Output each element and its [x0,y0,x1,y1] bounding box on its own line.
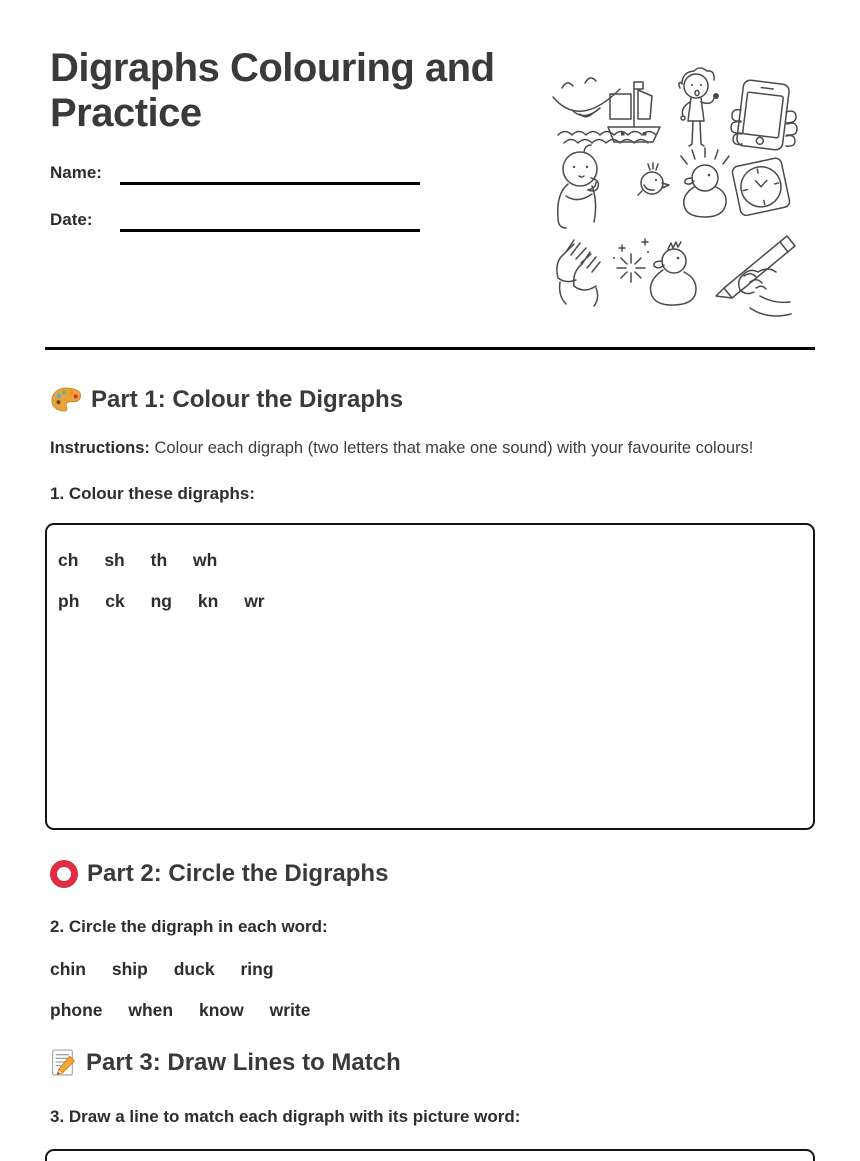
instructions-label: Instructions: [50,438,150,457]
digraph-th[interactable]: th [150,549,168,570]
section-divider [45,347,815,350]
word-know[interactable]: know [198,999,244,1020]
word-chin[interactable]: chin [50,958,86,979]
digraph-row-1 [58,549,802,571]
digraph-ng[interactable]: ng [150,590,172,611]
word-phone[interactable]: phone [50,999,103,1020]
word-write[interactable]: write [269,999,311,1020]
sparkle-burst-icon [613,239,649,282]
memo-pencil-icon [50,1048,77,1078]
part2-heading [50,860,810,888]
duck-with-rays-icon [681,148,729,217]
word-ship[interactable]: ship [111,958,148,979]
tilted-clock-icon [731,157,790,216]
thinking-child-icon [558,145,599,228]
hand-holding-phone-icon [731,79,797,150]
name-input-line[interactable] [120,182,420,185]
date-input-line[interactable] [120,229,420,232]
name-label: Name: [50,162,102,182]
part1-heading-label: Part 1: Colour the Digraphs [91,385,404,413]
word-row-1 [50,958,810,980]
part1-heading [50,386,810,414]
instructions-text: Colour each digraph (two letters that make one sound) with your favourite colours! [149,438,754,457]
word-when[interactable]: when [128,999,174,1020]
digraph-sh[interactable]: sh [104,549,125,570]
part2-prompt: 2. Circle the digraph in each word: [50,916,328,936]
word-row-2 [50,999,810,1021]
clapping-hands-icon [557,240,600,306]
digraph-ck[interactable]: ck [105,590,125,611]
hollow-red-circle-icon [50,860,78,888]
digraph-kn[interactable]: kn [197,590,219,611]
part2-heading-label: Part 2: Circle the Digraphs [87,859,389,887]
matching-box[interactable] [45,1149,815,1161]
artist-palette-icon [50,386,82,413]
part3-heading-label: Part 3: Draw Lines to Match [86,1048,401,1076]
rubber-duck-icon [651,242,697,305]
part1-instructions [50,437,810,459]
digraph-wh[interactable]: wh [193,549,218,570]
digraph-row-2 [58,590,802,612]
part3-heading [50,1048,810,1078]
colouring-box[interactable] [45,523,815,830]
word-duck[interactable]: duck [173,958,215,979]
part3-prompt: 3. Draw a line to match each digraph with its picture word: [50,1106,521,1126]
date-label: Date: [50,209,93,229]
sailboat-icon [558,82,660,143]
hand-writing-with-pencil-icon [716,236,795,316]
digraph-ch[interactable]: ch [58,549,79,570]
digraph-ph[interactable]: ph [58,590,80,611]
word-ring[interactable]: ring [240,958,274,979]
digraph-wr[interactable]: wr [244,590,265,611]
waving-boy-icon [679,68,719,146]
chick-icon [638,163,669,195]
part1-prompt: 1. Colour these digraphs: [50,483,255,503]
doodle-illustrations [544,52,806,322]
page-title: Digraphs Colouring and Practice [50,46,495,135]
